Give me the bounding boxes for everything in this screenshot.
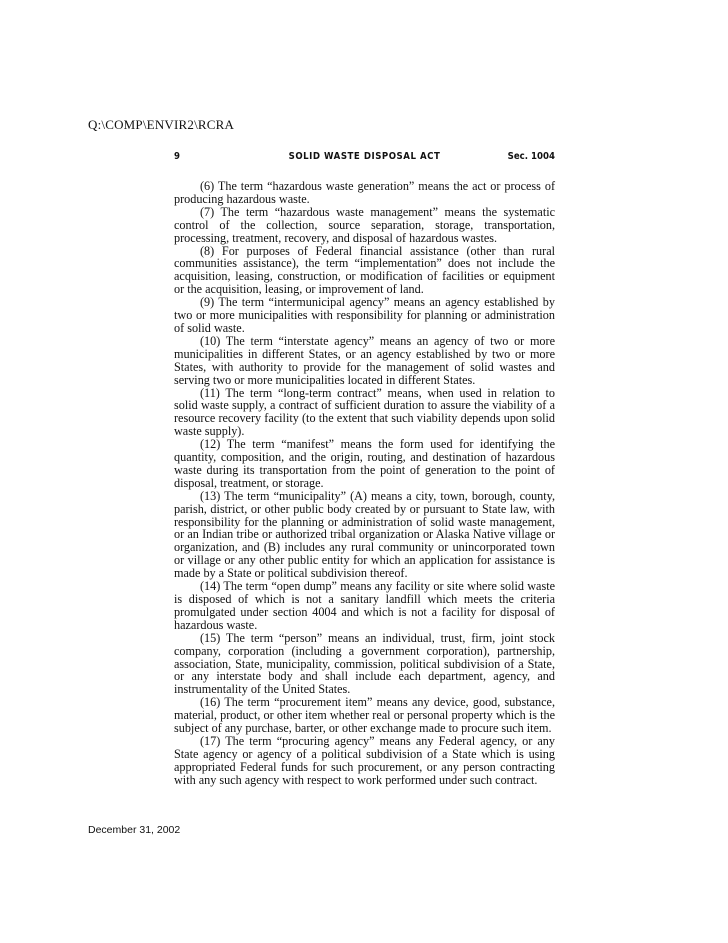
act-title: SOLID WASTE DISPOSAL ACT (288, 151, 441, 162)
running-head (174, 151, 555, 167)
definition-paragraph: (17) The term “procuring agency” means any Federal agency, or any State agency or agency of a political subdivision of a State which is using appropriated Federal funds for such procurement, or any person contracting with any such agency with respect to work performed under such contract. (174, 733, 555, 787)
definition-paragraph: (12) The term “manifest” means the form used for identifying the quantity, composition, and the origin, routing, and destination of hazardous waste during its transportation from the point of generation to the point of disposal, treatment, or storage. (174, 437, 555, 490)
definition-paragraph: (11) The term “long-term contract” means, when used in relation to solid waste supply, a contract of sufficient duration to assure the viability of a resource recovery facility (to the extent that such viability depends upon solid waste supply). (174, 385, 555, 439)
definition-paragraph: (10) The term “interstate agency” means an agency of two or more municipalities in different States, or an agency established by two or more States, with authority to provide for the management of solid wastes and serving two or more municipalities located in different States. (174, 333, 555, 387)
file-path: Q:\COMP\ENVIR2\RCRA (88, 117, 235, 132)
footer-date: December 31, 2002 (88, 824, 181, 836)
page-number: 9 (174, 151, 180, 162)
statute-text (174, 180, 555, 787)
definition-paragraph: (14) The term “open dump” means any facility or site where solid waste is disposed of which is not a sanitary landfill which meets the criteria promulgated under section 4004 and which is not a facility for disposal of hazardous waste. (174, 579, 555, 632)
definition-paragraph: (6) The term “hazardous waste generation” means the act or process of producing hazardous waste. (174, 179, 555, 206)
definition-paragraph: (9) The term “intermunicipal agency” means an agency established by two or more municipalities with responsibility for planning or administration of solid waste. (174, 295, 555, 335)
section-number: Sec. 1004 (507, 151, 555, 162)
definition-paragraph: (13) The term “municipality” (A) means a city, town, borough, county, parish, district, or other public body created by or pursuant to State law, with responsibility for the planning or administration of solid waste management, or an Indian tribe or authorized tribal organization or Alaska Native village or organization, and (B) includes any rural community or unincorporated town or village or any other public entity for which an application for assistance is made by a State or political subdivision thereof. (174, 488, 555, 581)
definition-paragraph: (15) The term “person” means an individual, trust, firm, joint stock company, corporation (including a government corporation), partnership, association, State, municipality, commission, political subdivision of a State, or any interstate body and shall include each department, agency, and instrumentality of the United States. (174, 630, 555, 697)
definition-paragraph: (7) The term “hazardous waste management” means the systematic control of the collection, source separation, storage, transportation, processing, treatment, recovery, and disposal of hazardous wastes. (174, 204, 555, 245)
definition-paragraph: (16) The term “procurement item” means any device, good, substance, material, product, or other item whether real or personal property which is the subject of any purchase, barter, or other exchange made to procure such item. (174, 695, 555, 736)
definition-paragraph: (8) For purposes of Federal financial assistance (other than rural communities assistance), the term “implementation” does not include the acquisition, leasing, construction, or modification of facilities or equipment or the acquisition, leasing, or improvement of land. (174, 243, 555, 297)
